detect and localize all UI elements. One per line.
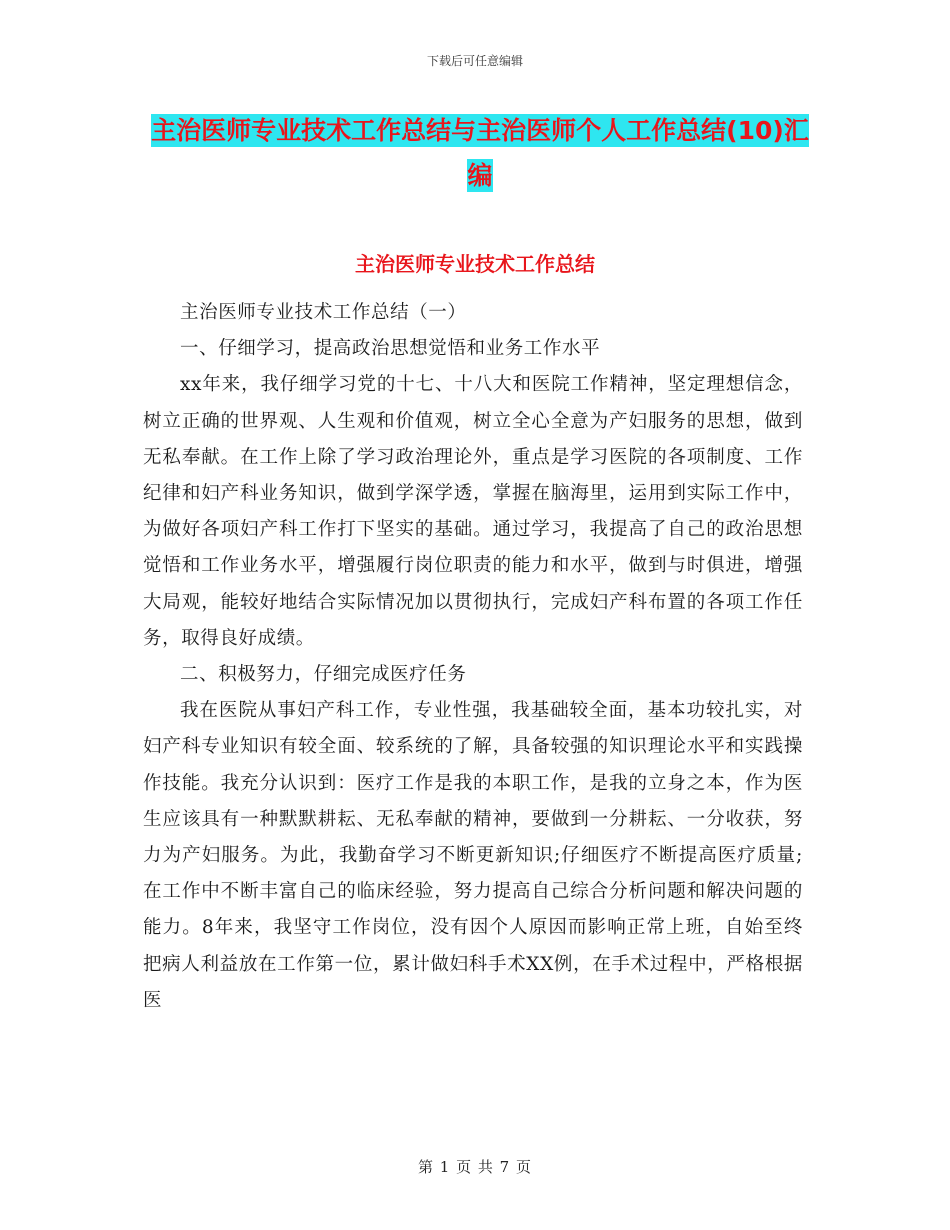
paragraph-body-1: xx年来，我仔细学习党的十七、十八大和医院工作精神，坚定理想信念，树立正确的世界观、人生观和价值观，树立全心全意为产妇服务的思想，做到无私奉献。在工作上除了学习政治理论外，重点是学习医院的各项制度、工作纪律和妇产科业务知识，做到学深学透，掌握在脑海里，运用到实际工作中，为做好各项妇产科工作打下坚实的基础。通过学习，我提高了自己的政治思想觉悟和工作业务水平，增强履行岗位职责的能力和水平，做到与时俱进，增强大局观，能较好地结合实际情况加以贯彻执行，完成妇产科布置的各项工作任务，取得良好成绩。: [143, 374, 803, 649]
document-title: [150, 108, 810, 198]
header-note: 下载后可任意编辑: [426, 54, 523, 68]
document-body: [143, 295, 803, 1019]
page-footer: 第 1 页 共 7 页: [418, 1158, 532, 1176]
section-title: 主治医师专业技术工作总结: [355, 252, 595, 276]
paragraph-subtitle: 主治医师专业技术工作总结（一）: [180, 302, 467, 323]
paragraph-heading-2: 二、积极努力，仔细完成医疗任务: [180, 664, 467, 686]
paragraph-body-2: 我在医院从事妇产科工作，专业性强，我基础较全面，基本功较扎实，对妇产科专业知识有较全面、较系统的了解，具备较强的知识理论水平和实践操作技能。我充分认识到：医疗工作是我的本职工作，是我的立身之本，作为医生应该具有一种默默耕耘、无私奉献的精神，要做到一分耕耘、一分收获，努力为产妇服务。为此，我勤奋学习不断更新知识;仔细医疗不断提高医疗质量;在工作中不断丰富自己的临床经验，努力提高自己综合分析问题和解决问题的能力。8年来，我坚守工作岗位，没有因个人原因而影响正常上班，自始至终把病人利益放在工作第一位，累计做妇科手术XX例，在手术过程中，严格根据医: [143, 700, 803, 1011]
document-title-text: 主治医师专业技术工作总结与主治医师个人工作总结(10)汇编: [151, 116, 809, 190]
paragraph-heading-1: 一、仔细学习，提高政治思想觉悟和业务工作水平: [180, 338, 601, 360]
